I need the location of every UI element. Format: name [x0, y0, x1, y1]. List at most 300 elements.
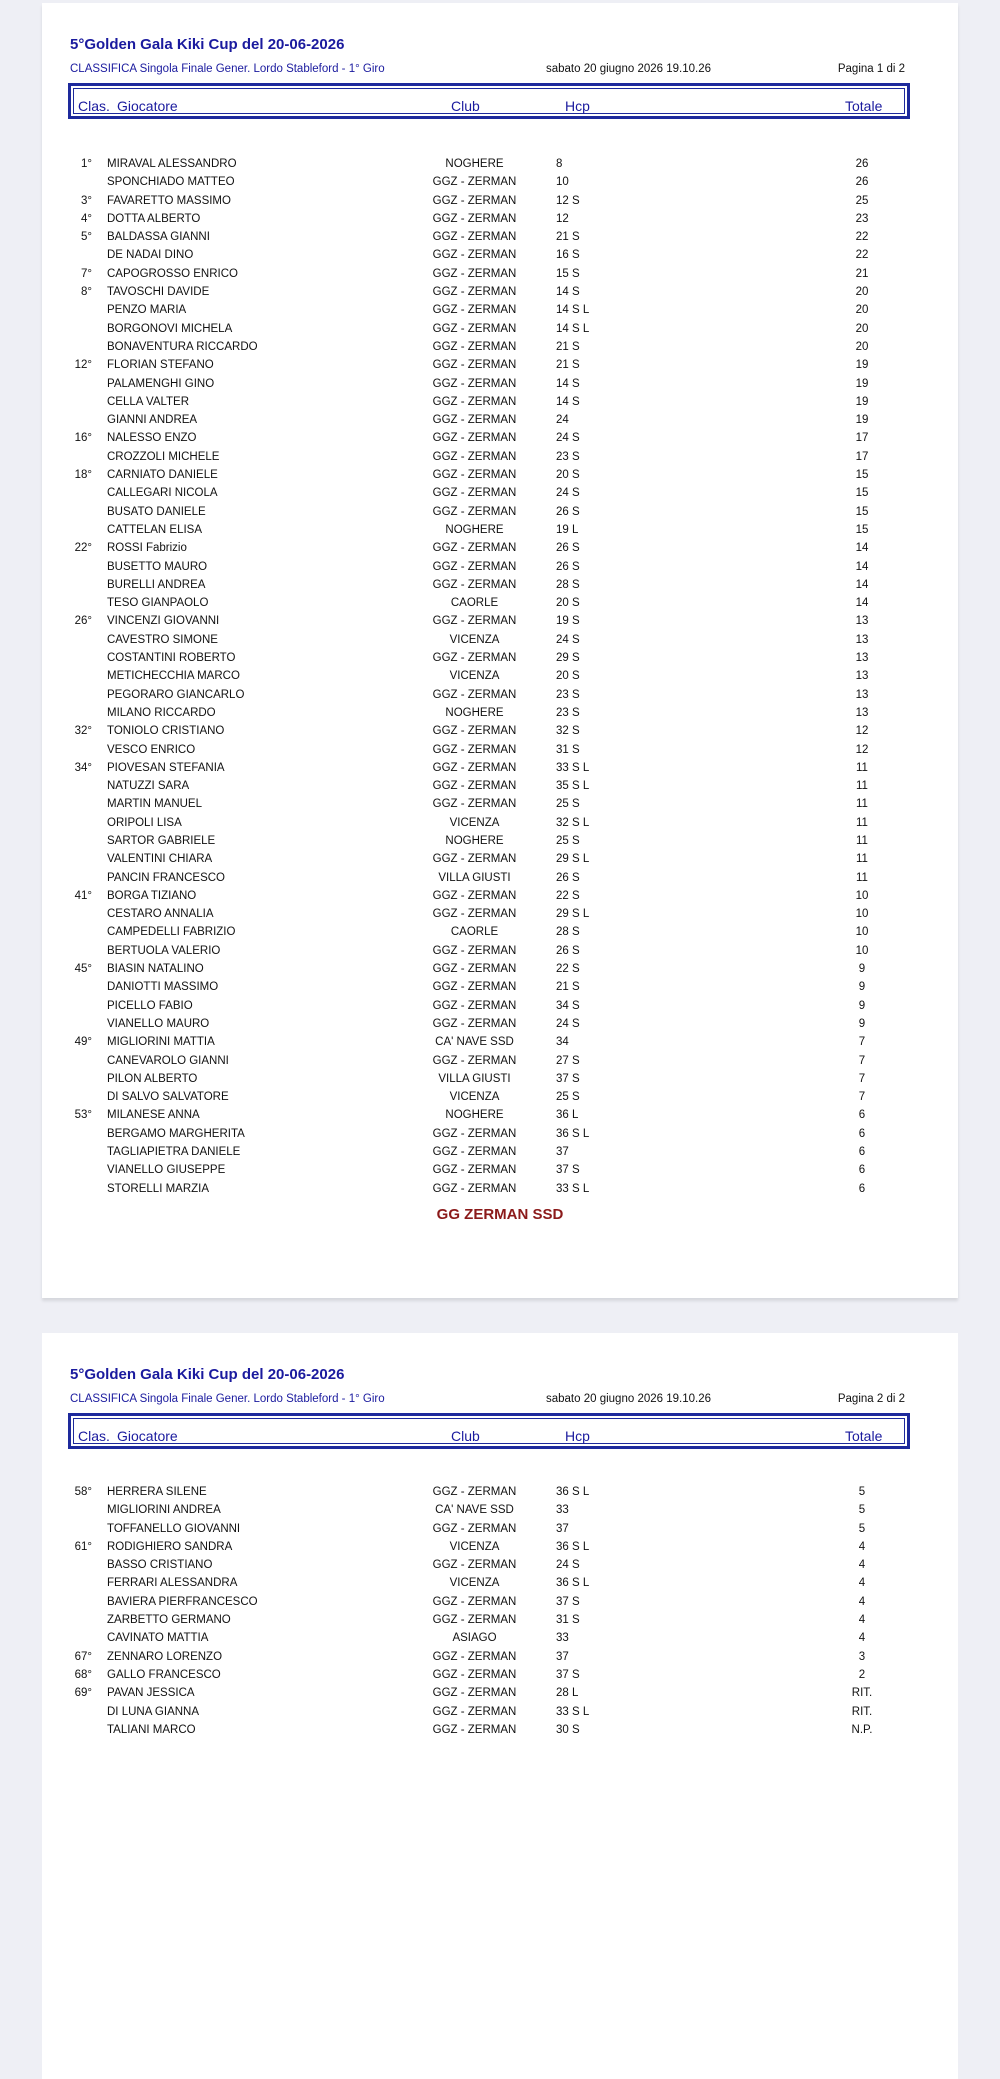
club-cell: GGZ - ZERMAN: [432, 725, 517, 738]
player-name-cell: BONAVENTURA RICCARDO: [107, 340, 258, 353]
club-cell: ASIAGO: [452, 1632, 497, 1645]
player-name-cell: RODIGHIERO SANDRA: [107, 1540, 233, 1553]
player-name-cell: ORIPOLI LISA: [107, 816, 182, 829]
rank-cell: 53°: [74, 1109, 92, 1122]
handicap-cell: 10: [556, 176, 569, 189]
club-cell: GGZ - ZERMAN: [432, 1650, 517, 1663]
player-name-cell: VIANELLO MAURO: [107, 1017, 210, 1030]
table-row: [42, 1522, 958, 1540]
table-row: [42, 358, 958, 376]
handicap-cell: 25 S: [556, 834, 580, 847]
table-row: [42, 431, 958, 449]
table-row: [42, 303, 958, 321]
rank-cell: 7°: [81, 267, 92, 280]
header-hcp: Hcp: [565, 1428, 590, 1444]
table-row: [42, 797, 958, 815]
club-cell: NOGHERE: [445, 158, 504, 170]
table-row: [42, 1072, 958, 1090]
header-giocatore: Giocatore: [117, 1428, 178, 1444]
player-name-cell: CAMPEDELLI FABRIZIO: [107, 926, 236, 939]
handicap-cell: 14 S L: [556, 304, 590, 317]
player-name-cell: PALAMENGHI GINO: [107, 377, 215, 390]
total-cell: 20: [855, 340, 869, 353]
total-cell: 23: [855, 212, 869, 225]
table-row: [42, 889, 958, 907]
club-cell: NOGHERE: [445, 706, 504, 719]
handicap-cell: 36 L: [556, 1109, 579, 1122]
player-name-cell: BERGAMO MARGHERITA: [107, 1127, 245, 1140]
header-totale: Totale: [845, 1428, 883, 1444]
player-name-cell: PIOVESAN STEFANIA: [107, 761, 225, 774]
club-cell: GGZ - ZERMAN: [432, 487, 517, 500]
handicap-cell: 25 S: [556, 798, 580, 811]
results-table: [42, 157, 958, 1200]
player-name-cell: BORGA TIZIANO: [107, 889, 197, 902]
club-cell: GGZ - ZERMAN: [432, 414, 517, 427]
player-name-cell: NALESSO ENZO: [107, 432, 197, 445]
handicap-cell: 24 S: [556, 1017, 580, 1030]
table-row: [42, 395, 958, 413]
player-name-cell: FLORIAN STEFANO: [107, 359, 214, 372]
table-row: [42, 596, 958, 614]
total-cell: 14: [855, 597, 869, 610]
report-date: sabato 20 giugno 2026 19.10.26: [546, 1393, 711, 1405]
club-cell: GGZ - ZERMAN: [432, 194, 517, 207]
handicap-cell: 37 S: [556, 1668, 580, 1681]
rank-cell: 32°: [74, 725, 92, 738]
total-cell: 13: [855, 652, 869, 665]
handicap-cell: 28 S: [556, 926, 580, 939]
handicap-cell: 33: [556, 1504, 569, 1517]
club-cell: NOGHERE: [445, 1109, 504, 1122]
handicap-cell: 22 S: [556, 889, 580, 902]
player-name-cell: CARNIATO DANIELE: [107, 469, 218, 482]
total-cell: 6: [858, 1164, 866, 1177]
total-cell: 26: [855, 176, 869, 189]
table-row: [42, 1631, 958, 1649]
total-cell: 10: [855, 944, 869, 957]
total-cell: 13: [855, 670, 869, 683]
player-name-cell: SPONCHIADO MATTEO: [107, 176, 235, 189]
total-cell: 7: [858, 1091, 866, 1104]
table-row: [42, 1705, 958, 1723]
handicap-cell: 22 S: [556, 963, 580, 976]
club-cell: GGZ - ZERMAN: [432, 999, 517, 1012]
total-cell: 7: [858, 1072, 866, 1085]
total-cell: 11: [856, 834, 868, 847]
player-name-cell: CATTELAN ELISA: [107, 523, 203, 536]
table-row: [42, 578, 958, 596]
player-name-cell: CESTARO ANNALIA: [107, 908, 214, 921]
player-name-cell: CAPOGROSSO ENRICO: [107, 267, 238, 280]
club-cell: GGZ - ZERMAN: [432, 780, 517, 793]
report-date: sabato 20 giugno 2026 19.10.26: [546, 63, 711, 75]
table-row: [42, 541, 958, 559]
table-row: [42, 1054, 958, 1072]
handicap-cell: 15 S: [556, 267, 580, 280]
header-clas: Clas.: [78, 1428, 110, 1444]
player-name-cell: TAVOSCHI DAVIDE: [107, 286, 210, 299]
rank-cell: 16°: [74, 432, 92, 445]
club-cell: GGZ - ZERMAN: [432, 231, 517, 244]
total-cell: 9: [858, 999, 866, 1012]
handicap-cell: 31 S: [556, 1614, 580, 1627]
club-cell: GGZ - ZERMAN: [432, 542, 517, 555]
club-cell: GGZ - ZERMAN: [432, 578, 517, 591]
total-cell: 14: [855, 560, 869, 573]
report-page-1: [42, 3, 958, 1298]
club-cell: NOGHERE: [445, 523, 504, 536]
handicap-cell: 16 S: [556, 249, 580, 262]
rank-cell: 34°: [74, 761, 92, 774]
total-cell: 4: [858, 1595, 866, 1608]
header-clas: Clas.: [78, 98, 110, 114]
handicap-cell: 34 S: [556, 999, 580, 1012]
club-cell: GGZ - ZERMAN: [432, 432, 517, 445]
total-cell: 21: [855, 267, 869, 280]
club-cell: GGZ - ZERMAN: [432, 322, 517, 335]
table-row: [42, 1558, 958, 1576]
club-cell: GGZ - ZERMAN: [432, 1705, 517, 1718]
player-name-cell: PANCIN FRANCESCO: [107, 871, 225, 884]
total-cell: 20: [855, 286, 869, 299]
player-name-cell: ROSSI Fabrizio: [107, 542, 187, 555]
rank-cell: 8°: [81, 286, 92, 299]
total-cell: 12: [855, 743, 869, 756]
club-cell: GGZ - ZERMAN: [432, 1687, 517, 1700]
total-cell: RIT.: [851, 1687, 873, 1700]
club-cell: GGZ - ZERMAN: [432, 688, 517, 701]
table-row: [42, 633, 958, 651]
total-cell: 11: [856, 798, 868, 811]
player-name-cell: VALENTINI CHIARA: [107, 853, 213, 866]
club-cell: VICENZA: [449, 1540, 500, 1553]
club-cell: GGZ - ZERMAN: [432, 853, 517, 866]
club-cell: GGZ - ZERMAN: [432, 981, 517, 994]
club-cell: CAORLE: [450, 926, 499, 939]
club-cell: GGZ - ZERMAN: [432, 1017, 517, 1030]
table-row: [42, 285, 958, 303]
club-cell: VICENZA: [449, 816, 500, 829]
total-cell: 26: [855, 158, 869, 170]
club-cell: GGZ - ZERMAN: [432, 450, 517, 463]
club-cell: GGZ - ZERMAN: [432, 743, 517, 756]
table-row: [42, 669, 958, 687]
report-page-2: [42, 1333, 958, 2079]
total-cell: 22: [855, 249, 869, 262]
player-name-cell: DI SALVO SALVATORE: [107, 1091, 229, 1104]
player-name-cell: DI LUNA GIANNA: [107, 1705, 200, 1718]
total-cell: 6: [858, 1146, 866, 1159]
player-name-cell: CELLA VALTER: [107, 395, 190, 408]
player-name-cell: GIANNI ANDREA: [107, 414, 198, 427]
total-cell: 4: [858, 1577, 866, 1590]
rank-cell: 26°: [74, 615, 92, 628]
total-cell: 15: [855, 505, 869, 518]
header-hcp: Hcp: [565, 98, 590, 114]
total-cell: 9: [858, 963, 866, 976]
club-cell: GGZ - ZERMAN: [432, 212, 517, 225]
player-name-cell: FERRARI ALESSANDRA: [107, 1577, 238, 1590]
handicap-cell: 31 S: [556, 743, 580, 756]
table-row: [42, 1503, 958, 1521]
club-cell: GGZ - ZERMAN: [432, 304, 517, 317]
rank-cell: 22°: [74, 542, 92, 555]
player-name-cell: BALDASSA GIANNI: [107, 231, 210, 244]
club-cell: GGZ - ZERMAN: [432, 944, 517, 957]
club-cell: GGZ - ZERMAN: [432, 798, 517, 811]
player-name-cell: TONIOLO CRISTIANO: [107, 725, 225, 738]
player-name-cell: CALLEGARI NICOLA: [107, 487, 218, 500]
club-cell: CAORLE: [450, 597, 499, 610]
player-name-cell: DOTTA ALBERTO: [107, 212, 201, 225]
report-title: 5°Golden Gala Kiki Cup del 20-06-2026: [70, 36, 345, 53]
header-club: Club: [451, 1428, 480, 1444]
handicap-cell: 14 S: [556, 286, 580, 299]
handicap-cell: 20 S: [556, 469, 580, 482]
club-cell: VILLA GIUSTI: [438, 1072, 511, 1085]
club-cell: CA' NAVE SSD: [435, 1036, 514, 1049]
handicap-cell: 37 S: [556, 1072, 580, 1085]
rank-cell: 49°: [74, 1036, 92, 1049]
player-name-cell: BERTUOLA VALERIO: [107, 944, 221, 957]
total-cell: 6: [858, 1109, 866, 1122]
total-cell: 14: [855, 578, 869, 591]
handicap-cell: 19 S: [556, 615, 580, 628]
table-row: [42, 523, 958, 541]
total-cell: 11: [856, 816, 868, 829]
total-cell: 19: [855, 414, 869, 427]
handicap-cell: 35 S L: [556, 780, 590, 793]
player-name-cell: PAVAN JESSICA: [107, 1687, 195, 1700]
table-row: [42, 212, 958, 230]
player-name-cell: ZENNARO LORENZO: [107, 1650, 223, 1663]
rank-cell: 4°: [81, 212, 92, 225]
handicap-cell: 34: [556, 1036, 569, 1049]
handicap-cell: 33 S L: [556, 1705, 590, 1718]
table-row: [42, 1723, 958, 1741]
total-cell: 7: [858, 1054, 866, 1067]
report-subtitle: CLASSIFICA Singola Finale Gener. Lordo Stableford - 1° Giro: [70, 63, 385, 75]
page-number: Pagina 1 di 2: [837, 63, 905, 75]
table-row: [42, 761, 958, 779]
table-row: [42, 871, 958, 889]
table-row: [42, 560, 958, 578]
player-name-cell: NATUZZI SARA: [107, 780, 190, 793]
rank-cell: 68°: [74, 1668, 92, 1681]
handicap-cell: 36 S L: [556, 1486, 590, 1498]
rank-cell: 61°: [74, 1540, 92, 1553]
player-name-cell: MIGLIORINI ANDREA: [107, 1504, 221, 1517]
rank-cell: 69°: [74, 1687, 92, 1700]
player-name-cell: TAGLIAPIETRA DANIELE: [107, 1146, 241, 1159]
total-cell: 4: [858, 1614, 866, 1627]
handicap-cell: 36 S L: [556, 1540, 590, 1553]
table-row: [42, 1090, 958, 1108]
rank-cell: 18°: [74, 469, 92, 482]
handicap-cell: 23 S: [556, 450, 580, 463]
total-cell: 19: [855, 359, 869, 372]
header-club: Club: [451, 98, 480, 114]
table-row: [42, 505, 958, 523]
player-name-cell: HERRERA SILENE: [107, 1486, 207, 1498]
total-cell: 10: [855, 926, 869, 939]
total-cell: 13: [855, 706, 869, 719]
player-name-cell: PEGORARO GIANCARLO: [107, 688, 245, 701]
table-row: [42, 230, 958, 248]
club-cell: GGZ - ZERMAN: [432, 963, 517, 976]
handicap-cell: 14 S L: [556, 322, 590, 335]
handicap-cell: 24 S: [556, 1559, 580, 1572]
rank-cell: 41°: [74, 889, 92, 902]
total-cell: 25: [855, 194, 869, 207]
table-row: [42, 267, 958, 285]
club-cell: GGZ - ZERMAN: [432, 908, 517, 921]
total-cell: 4: [858, 1540, 866, 1553]
handicap-cell: 33: [556, 1632, 569, 1645]
table-row: [42, 999, 958, 1017]
club-cell: GGZ - ZERMAN: [432, 359, 517, 372]
table-row: [42, 1485, 958, 1503]
player-name-cell: GALLO FRANCESCO: [107, 1668, 221, 1681]
player-name-cell: FAVARETTO MASSIMO: [107, 194, 231, 207]
total-cell: 17: [855, 450, 869, 463]
handicap-cell: 21 S: [556, 359, 580, 372]
handicap-cell: 20 S: [556, 670, 580, 683]
table-row: [42, 175, 958, 193]
table-row: [42, 1686, 958, 1704]
handicap-cell: 12 S: [556, 194, 580, 207]
club-cell: GGZ - ZERMAN: [432, 1522, 517, 1535]
total-cell: 13: [855, 633, 869, 646]
player-name-cell: STORELLI MARZIA: [107, 1182, 210, 1195]
player-name-cell: MILANO RICCARDO: [107, 706, 216, 719]
table-row: [42, 468, 958, 486]
player-name-cell: BAVIERA PIERFRANCESCO: [107, 1595, 258, 1608]
handicap-cell: 33 S L: [556, 1182, 590, 1195]
handicap-cell: 29 S L: [556, 908, 590, 921]
page-number: Pagina 2 di 2: [837, 1393, 905, 1405]
player-name-cell: VESCO ENRICO: [107, 743, 196, 756]
handicap-cell: 37 S: [556, 1595, 580, 1608]
handicap-cell: 28 L: [556, 1687, 579, 1700]
handicap-cell: 28 S: [556, 578, 580, 591]
handicap-cell: 37 S: [556, 1164, 580, 1177]
club-cell: GGZ - ZERMAN: [432, 1054, 517, 1067]
table-row: [42, 194, 958, 212]
total-cell: 11: [856, 780, 868, 793]
table-row: [42, 1017, 958, 1035]
handicap-cell: 24 S: [556, 487, 580, 500]
club-cell: GGZ - ZERMAN: [432, 249, 517, 262]
handicap-cell: 24 S: [556, 633, 580, 646]
total-cell: 3: [858, 1650, 866, 1663]
total-cell: 10: [855, 908, 869, 921]
handicap-cell: 29 S: [556, 652, 580, 665]
handicap-cell: 8: [556, 158, 563, 170]
handicap-cell: 27 S: [556, 1054, 580, 1067]
handicap-cell: 23 S: [556, 706, 580, 719]
handicap-cell: 19 L: [556, 523, 579, 536]
table-row: [42, 1595, 958, 1613]
player-name-cell: PENZO MARIA: [107, 304, 187, 317]
table-row: [42, 834, 958, 852]
table-row: [42, 1127, 958, 1145]
club-cell: GGZ - ZERMAN: [432, 469, 517, 482]
handicap-cell: 37: [556, 1650, 569, 1663]
club-cell: GGZ - ZERMAN: [432, 1614, 517, 1627]
total-cell: N.P.: [851, 1723, 873, 1736]
rank-cell: 12°: [74, 359, 92, 372]
player-name-cell: BUSETTO MAURO: [107, 560, 208, 573]
club-cell: GGZ - ZERMAN: [432, 286, 517, 299]
total-cell: 19: [855, 395, 869, 408]
player-name-cell: BORGONOVI MICHELA: [107, 322, 233, 335]
total-cell: RIT.: [851, 1705, 873, 1718]
table-row: [42, 962, 958, 980]
club-cell: GGZ - ZERMAN: [432, 395, 517, 408]
total-cell: 7: [858, 1036, 866, 1049]
player-name-cell: METICHECCHIA MARCO: [107, 670, 240, 683]
club-cell: VICENZA: [449, 1091, 500, 1104]
total-cell: 13: [855, 615, 869, 628]
results-table: [42, 1485, 958, 1741]
club-cell: GGZ - ZERMAN: [432, 1723, 517, 1736]
table-row: [42, 907, 958, 925]
rank-cell: 3°: [81, 194, 92, 207]
table-row: [42, 1035, 958, 1053]
table-row: [42, 706, 958, 724]
total-cell: 4: [858, 1632, 866, 1645]
table-row: [42, 944, 958, 962]
total-cell: 5: [858, 1486, 866, 1498]
total-cell: 15: [855, 469, 869, 482]
table-row: [42, 377, 958, 395]
handicap-cell: 26 S: [556, 505, 580, 518]
club-cell: GGZ - ZERMAN: [432, 267, 517, 280]
player-name-cell: CANEVAROLO GIANNI: [107, 1054, 229, 1067]
club-cell: GGZ - ZERMAN: [432, 340, 517, 353]
club-cell: GGZ - ZERMAN: [432, 377, 517, 390]
handicap-cell: 21 S: [556, 981, 580, 994]
table-row: [42, 1576, 958, 1594]
player-name-cell: ZARBETTO GERMANO: [107, 1614, 231, 1627]
club-cell: GGZ - ZERMAN: [432, 1127, 517, 1140]
player-name-cell: MARTIN MANUEL: [107, 798, 202, 811]
handicap-cell: 26 S: [556, 944, 580, 957]
handicap-cell: 36 S L: [556, 1577, 590, 1590]
player-name-cell: COSTANTINI ROBERTO: [107, 652, 236, 665]
handicap-cell: 25 S: [556, 1091, 580, 1104]
handicap-cell: 36 S L: [556, 1127, 590, 1140]
player-name-cell: BIASIN NATALINO: [107, 963, 204, 976]
club-cell: GGZ - ZERMAN: [432, 1668, 517, 1681]
handicap-cell: 21 S: [556, 340, 580, 353]
player-name-cell: TOFFANELLO GIOVANNI: [107, 1522, 241, 1535]
player-name-cell: PILON ALBERTO: [107, 1072, 198, 1085]
club-cell: VICENZA: [449, 670, 500, 683]
table-row: [42, 852, 958, 870]
club-cell: GGZ - ZERMAN: [432, 1164, 517, 1177]
rank-cell: 1°: [81, 158, 92, 170]
table-row: [42, 743, 958, 761]
total-cell: 22: [855, 231, 869, 244]
player-name-cell: BURELLI ANDREA: [107, 578, 206, 591]
player-name-cell: CAVINATO MATTIA: [107, 1632, 209, 1645]
table-row: [42, 980, 958, 998]
club-cell: GGZ - ZERMAN: [432, 505, 517, 518]
club-cell: GGZ - ZERMAN: [432, 1486, 517, 1498]
